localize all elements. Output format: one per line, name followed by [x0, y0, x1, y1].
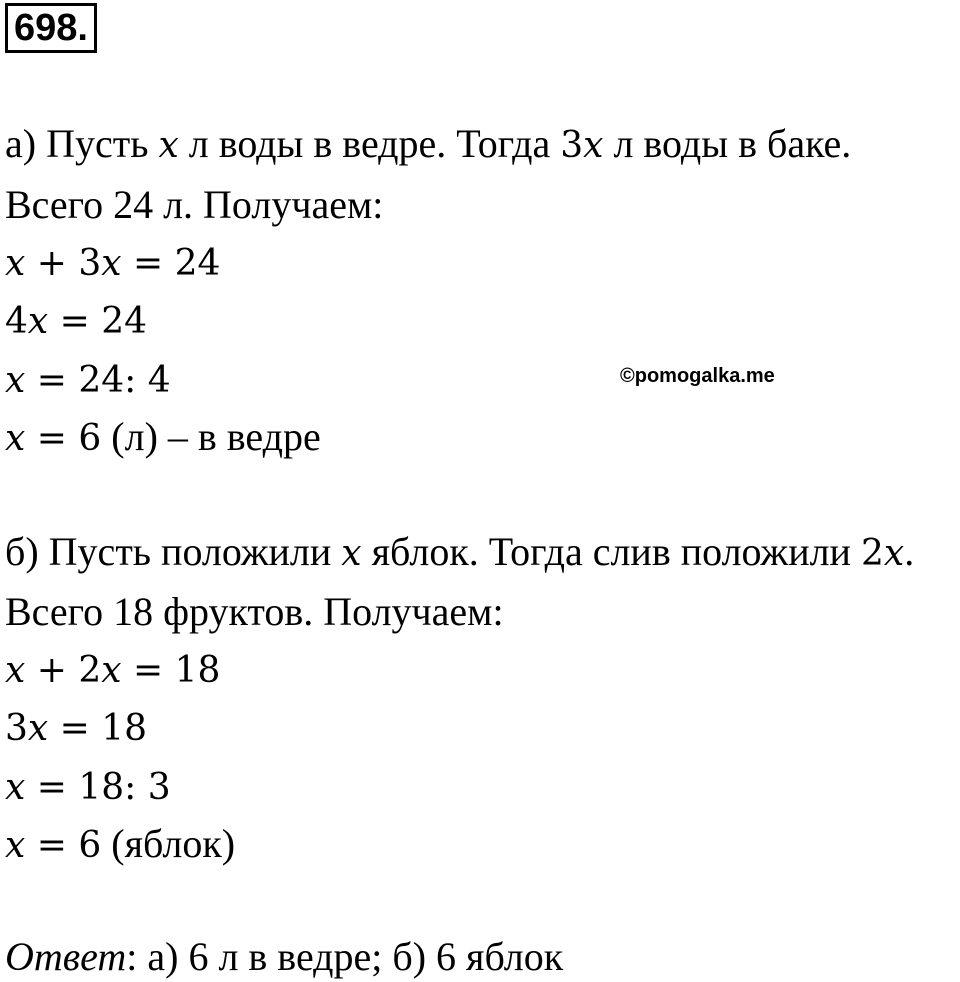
part-b-equation-4: x = 6 (яблок): [5, 821, 236, 866]
answer-text: : а) 6 л в ведре; б) 6 яблок: [126, 934, 564, 979]
part-b-total: Всего 18 фруктов. Получаем:: [5, 589, 504, 634]
part-a-equation-4: x = 6 (л) – в ведре: [5, 414, 321, 459]
answer-label: Ответ: [5, 934, 127, 979]
part-b-intro: б) Пусть положили x яблок. Тогда слив положили 2x.: [5, 529, 915, 574]
part-a-equation-2: 4x = 24: [5, 301, 148, 342]
part-a-total: Всего 24 л. Получаем:: [5, 182, 384, 227]
answer-line: [5, 933, 563, 981]
part-a-equation-1: x + 3x = 24: [5, 243, 221, 284]
part-b-equation-1: x + 2x = 18: [5, 650, 221, 691]
part-b-equation-2: 3x = 18: [5, 708, 148, 749]
problem-number: 698.: [5, 3, 97, 53]
part-a-equation-3: x = 24: 4: [5, 360, 171, 401]
watermark: ©pomogalka.me: [620, 365, 775, 387]
part-a-intro: а) Пусть x л воды в ведре. Тогда 3x л воды в баке.: [5, 121, 852, 166]
part-b-equation-3: x = 18: 3: [5, 767, 171, 808]
